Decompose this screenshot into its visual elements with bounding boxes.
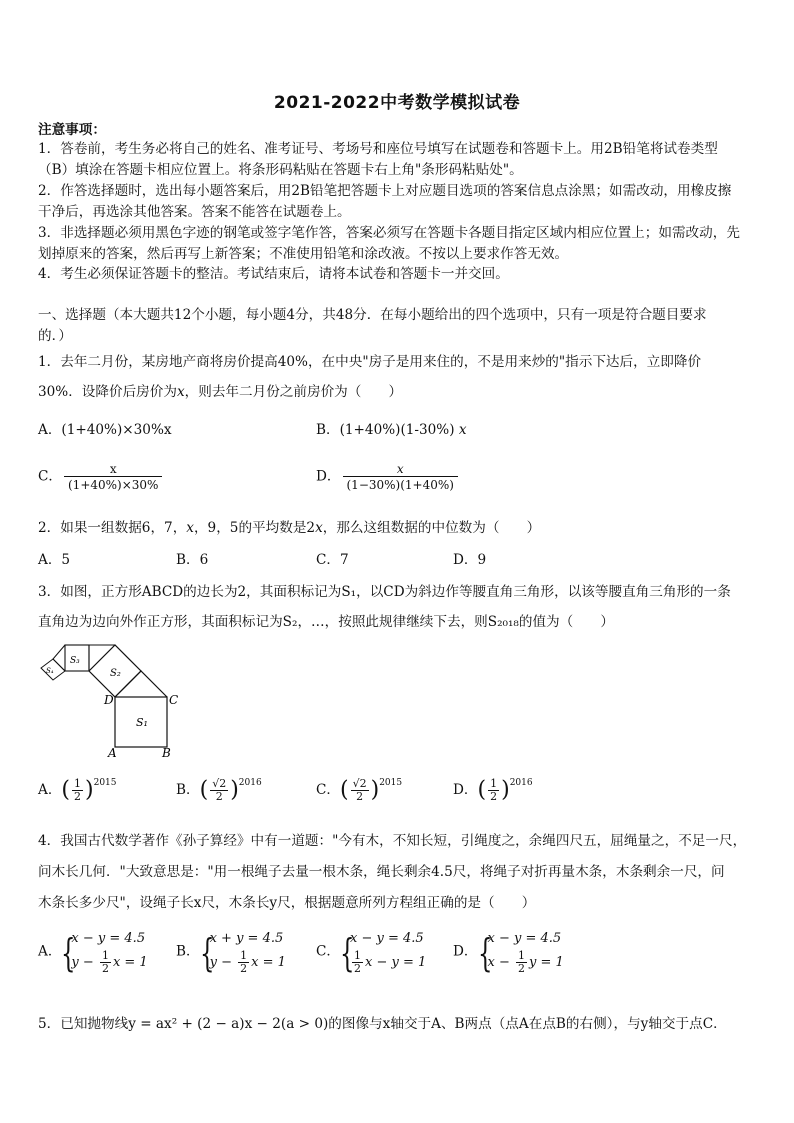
note-line-4: 干净后，再选涂其他答案。答案不能答在试题卷上。 [38,204,351,220]
q3-option-a[interactable]: A．( $\frac{1}{2}$ )$^{2015}$ [38,777,117,803]
q1-stem-line-2: 30%．设降价后房价为x，则去年二月份之前房价为（ ） [38,384,403,400]
q3-stem-line-1: 3．如图，正方形ABCD的边长为2，其面积标记为S₁，以CD为斜边作等腰直角三角形，以该等腰直角三角形的一条 [38,584,731,600]
section-heading-line-1: 一、选择题（本大题共12个小题，每小题4分，共48分．在每小题给出的四个选项中，只有一项是符合题目要求 [38,307,707,323]
q3-stem-line-2: 直角边为边向外作正方形，其面积标记为S₂，…，按照此规律继续下去，则S₂₀₁₈的值为（ ） [38,614,615,630]
q4-stem-line-3: 木条长多少尺"，设绳子长x尺，木条长y尺，根据题意所列方程组正确的是（ ） [38,895,536,911]
q2-stem: 2．如果一组数据6，7，x，9，5的平均数是2x，那么这组数据的中位数为（ ） [38,520,541,536]
q1-option-a[interactable]: A．(1+40%)×30%x [38,422,172,438]
note-line-2: （B）填涂在答题卡相应位置上。将条形码粘贴在答题卡右上角"条形码粘贴处"。 [38,162,523,178]
note-line-6: 划掉原来的答案，然后再写上新答案；不准使用铅笔和涂改液。不按以上要求作答无效。 [38,246,569,262]
label-s2: S₂ [110,668,121,679]
note-line-5: 3．非选择题必须用黑色字迹的钢笔或签字笔作答，答案必须写在答题卡各题目指定区域内相应位置上；如需改动，先 [38,225,740,241]
q3-figure [38,640,188,762]
label-a: A [108,746,117,760]
note-line-1: 1．答卷前，考生务必将自己的姓名、准考证号、考场号和座位号填写在试题卷和答题卡上。用2B铅笔将试卷类型 [38,141,718,157]
q2-option-d[interactable]: D．9 [453,552,487,568]
note-line-7: 4．考生必须保证答题卡的整洁。考试结束后，请将本试卷和答题卡一并交回。 [38,266,509,282]
q4-option-a[interactable]: A． { x − y = 4.5 y − $\frac{1}{2}$ x = 1 [38,931,148,975]
q4-stem-line-2: 问木长几何．"大致意思是："用一根绳子去量一根木条，绳长剩余4.5尺，将绳子对折再量木条，木条剩余一尺，问 [38,864,725,880]
q4-option-b[interactable]: B． { x + y = 4.5 y − $\frac{1}{2}$ x = 1 [176,931,286,975]
q4-stem-line-1: 4．我国古代数学著作《孙子算经》中有一道题："今有木，不知长短，引绳度之，余绳四尺五，屈绳量之，不足一尺， [38,833,747,849]
q2-option-b[interactable]: B．6 [176,552,209,568]
label-s3: S₃ [70,656,80,666]
q2-option-c[interactable]: C．7 [316,552,349,568]
page-title: 2021-2022中考数学模拟试卷 [273,93,521,113]
label-b: B [162,746,171,760]
label-c: C [169,693,179,707]
q5-stem: 5．已知抛物线y = ax² + (2 − a)x − 2(a > 0)的图像与x轴交于A、B两点（点A在点B的右侧），与y轴交于点C． [38,1016,727,1032]
note-line-3: 2．作答选择题时，选出每小题答案后，用2B铅笔把答题卡上对应题目选项的答案信息点涂黑；如需改动，用橡皮擦 [38,183,732,199]
label-d: D [104,693,114,707]
q4-option-c[interactable]: C． { x − y = 4.5 $\frac{1}{2}$ x − y = 1 [316,931,427,975]
q1-stem-line-1: 1．去年二月份，某房地产商将房价提高40%，在中央"房子是用来住的，不是用来炒的"指示下达后，立即降价 [38,354,702,370]
q4-option-d[interactable]: D． { x − y = 4.5 x − $\frac{1}{2}$ y = 1 [453,931,564,975]
q1-option-c[interactable]: C． $\frac{x}{(1+40\%)\times 30\%}$ [38,462,164,492]
label-s4: S₄ [46,667,54,675]
q1-option-b[interactable]: B．(1+40%)(1-30%) x [316,422,467,438]
q3-option-b[interactable]: B．( $\frac{√2}{2}$ )$^{2016}$ [176,777,262,803]
section-heading-line-2: 的．） [38,328,72,344]
q3-option-c[interactable]: C．( $\frac{√2}{2}$ )$^{2015}$ [316,777,403,803]
q2-option-a[interactable]: A．5 [38,552,71,568]
label-s1: S₁ [136,716,148,729]
q1-option-d[interactable]: D． $\frac{x}{(1-30\%)(1+40\%)}$ [316,462,460,492]
q3-option-d[interactable]: D．( $\frac{1}{2}$ )$^{2016}$ [453,777,533,803]
notes-heading: 注意事项： [38,122,106,138]
